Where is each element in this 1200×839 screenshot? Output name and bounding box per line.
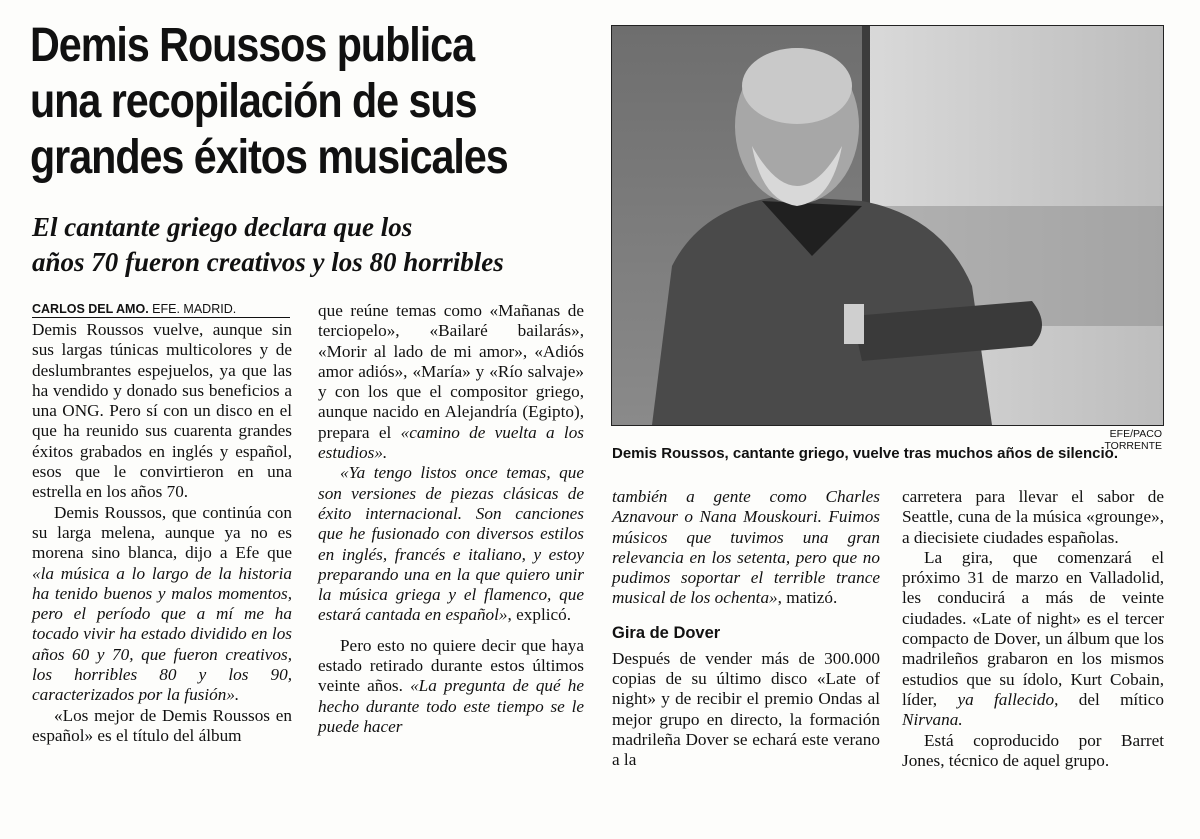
subheadline (32, 210, 592, 280)
band-name: Nirvana. (902, 710, 963, 730)
text: , explicó. (507, 605, 572, 625)
quote: «la música a lo largo de la historia ha tenido buenos y malos momentos, pero el período que a mí me ha tocado vivir ha estado dividido en los años 60 y 70, que fueron creativos, los horribles 80 y los 90, caracterizados por la fusión». (32, 563, 292, 705)
paragraph: «Los mejor de Demis Roussos en español» es el título del álbum (32, 705, 292, 745)
portrait-image (612, 26, 1163, 425)
photo-caption: Demis Roussos, cantante griego, vuelve tras muchos años de silencio. (612, 445, 1118, 462)
text: , matizó. (777, 588, 838, 608)
byline (32, 302, 290, 318)
paragraph: carretera para llevar el sabor de Seattle, cuna de la música «grounge», a diecisiete ciudades españolas. (902, 487, 1164, 547)
headline-line-3: grandes éxitos musicales (30, 131, 508, 184)
subhead-line-1: El cantante griego declara que los (32, 212, 413, 242)
paragraph: Está coproducido por Barret Jones, técnico de aquel grupo. (902, 730, 1164, 770)
photo-credit: EFE/PACO TORRENTE (1104, 428, 1162, 452)
text: que reúne temas como «Mañanas de terciopelo», «Bailaré bailarás», «Morir al lado de mi amor», «Adiós amor adiós», «María» y «Río salvaje» y con los que el compositor griego, aunque nacido en Alejandría (Egipto), prepara el (318, 301, 584, 442)
headline-line-2: una recopilación de sus (30, 75, 477, 128)
text: Pero esto no quiere decir que haya estado retirado durante estos últimos veinte años. (318, 635, 584, 696)
paragraph (318, 636, 584, 737)
byline-author: CARLOS DEL AMO. (32, 302, 149, 316)
subhead-line-2: años 70 fueron creativos y los 80 horribles (32, 247, 504, 277)
column-2 (318, 301, 584, 737)
section-subtitle: Gira de Dover (612, 623, 721, 642)
paragraph (612, 487, 880, 609)
paragraph (318, 301, 584, 463)
photo-demis-roussos (611, 25, 1164, 426)
text: La gira, que comenzará el próximo 31 de marzo en Valladolid, les conducirá a más de veinte ciudades. «Late of night» es el tercer compacto de Dover, un álbum que los madrileños grabaron en los mismos estudios que su ídolo, Kurt Cobain, líder, (902, 547, 1164, 709)
quote: «camino de vuelta a los estudios». (318, 422, 584, 463)
paragraph (32, 503, 292, 706)
quote: ya fallecido (957, 689, 1055, 709)
text: Demis Roussos, que continúa con su larga melena, aunque ya no es morena sino blanca, dijo a Efe que (32, 502, 292, 563)
column-3 (612, 487, 880, 771)
column-1 (32, 320, 292, 746)
quote: «La pregunta de qué he hecho durante todo este tiempo se le puede hacer (318, 676, 584, 736)
column-4 (902, 487, 1164, 771)
paragraph (902, 548, 1164, 731)
headline-line-1: Demis Roussos publica (30, 19, 475, 72)
paragraph: Demis Roussos vuelve, aunque sin sus largas túnicas multicolores y de deslumbrantes espejuelos, ya que las ha vendido y donado sus beneficios a una ONG. Pero sí con un disco en el que ha reunido sus cuarenta grandes éxitos grabados en inglés y español, esos que le convirtieron en una estrella en los años 70. (32, 320, 292, 502)
byline-agency: EFE. MADRID. (152, 302, 237, 316)
headline (30, 18, 520, 186)
paragraph: Después de vender más de 300.000 copias de su último disco «Late of night» y de recibir el premio Ondas al mejor grupo en directo, la formación madrileña Dover se echará este verano a la (612, 648, 880, 770)
quote: «Ya tengo listos once temas, que son versiones de piezas clásicas de éxito internacional. Son canciones que he fusionado con diversos estilos en inglés, francés e italiano, y estoy preparando una en la que quiero unir la música griega y el flamenco, que estará cantada en español» (318, 463, 584, 625)
quote: también a gente como Charles Aznavour o Nana Mouskouri. Fuimos músicos que tuvimos una gran relevancia en los setenta, pero que no pudimos soportar el terrible trance musical de los ochenta» (612, 487, 880, 608)
text: , del mítico (1054, 689, 1164, 709)
paragraph (318, 463, 584, 625)
